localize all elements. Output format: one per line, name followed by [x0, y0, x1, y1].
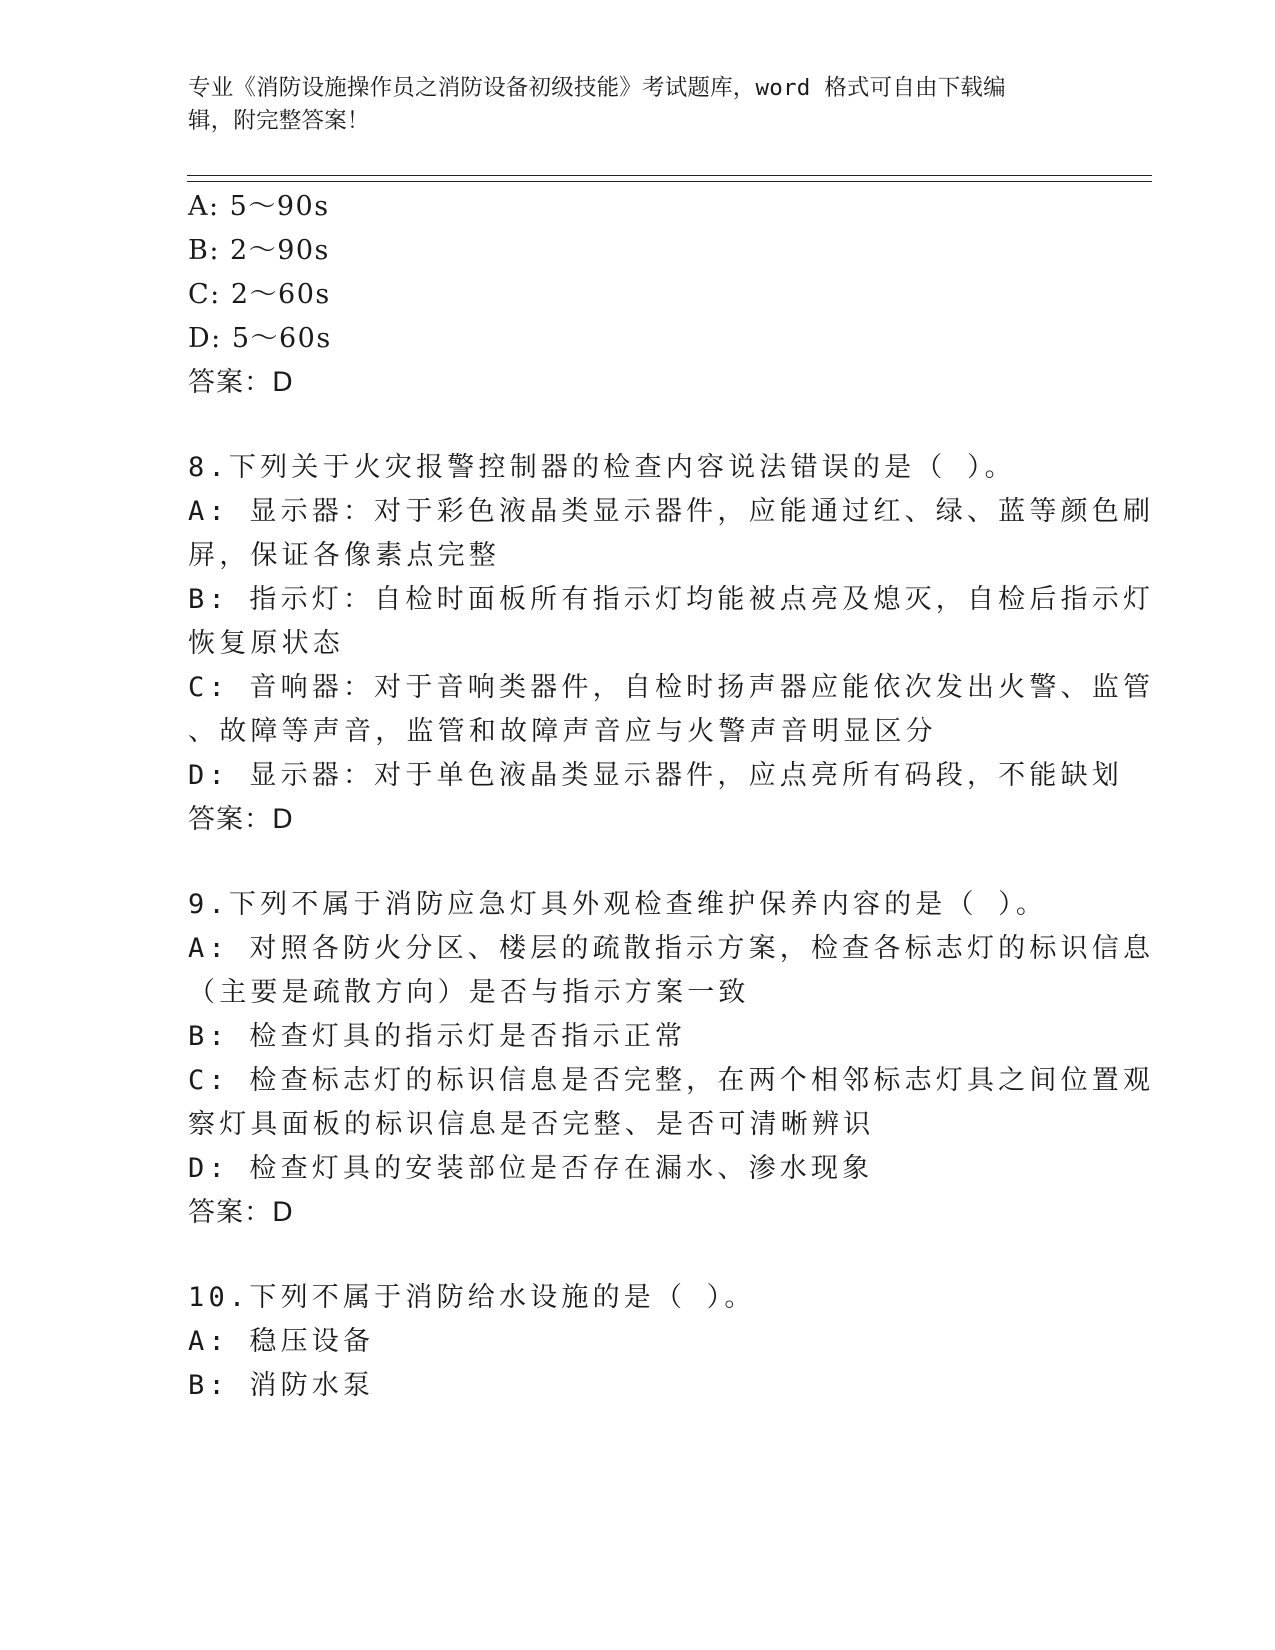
header-divider-top	[187, 175, 1152, 176]
q9-option-c-line2: 察灯具面板的标识信息是否完整、是否可清晰辨识	[188, 1109, 875, 1140]
q8-option-c-line1: C: 音响器：对于音响类器件，自检时扬声器应能依次发出火警、监管	[188, 672, 1155, 703]
header-divider-bottom	[187, 181, 1152, 182]
q7-option-d: D: 5～60s	[188, 323, 332, 354]
q9-option-c-line1: C: 检查标志灯的标识信息是否完整，在两个相邻标志灯具之间位置观	[188, 1065, 1155, 1096]
q10-option-a: A: 稳压设备	[188, 1326, 375, 1357]
document-header	[188, 72, 1068, 138]
q9-question: 9.下列不属于消防应急灯具外观检查维护保养内容的是（ ）。	[188, 889, 1048, 920]
q7-option-c: C: 2～60s	[188, 279, 331, 310]
q8-option-a-line2: 屏，保证各像素点完整	[188, 540, 500, 571]
q10-option-b: B: 消防水泵	[188, 1370, 375, 1401]
q7-option-a: A: 5～90s	[188, 191, 330, 222]
q8-option-c-line2: 、故障等声音，监管和故障声音应与火警声音明显区分	[188, 716, 937, 747]
q7-answer: 答案：D	[188, 367, 294, 398]
q9-option-b: B: 检查灯具的指示灯是否指示正常	[188, 1021, 687, 1052]
header-line-2: 辑，附完整答案！	[188, 108, 370, 134]
q8-answer: 答案：D	[188, 804, 294, 835]
q8-question: 8.下列关于火灾报警控制器的检查内容说法错误的是（ ）。	[188, 452, 1016, 483]
q9-option-d: D: 检查灯具的安装部位是否存在漏水、渗水现象	[188, 1153, 874, 1184]
q8-option-b-line1: B: 指示灯：自检时面板所有指示灯均能被点亮及熄灭，自检后指示灯	[188, 584, 1155, 615]
q7-option-b: B: 2～90s	[188, 235, 330, 266]
q10-question: 10.下列不属于消防给水设施的是（ ）。	[188, 1282, 756, 1313]
q8-option-b-line2: 恢复原状态	[188, 628, 344, 659]
q8-option-d: D: 显示器：对于单色液晶类显示器件，应点亮所有码段，不能缺划	[188, 760, 1123, 791]
q9-answer: 答案：D	[188, 1197, 294, 1228]
q9-option-a-line1: A: 对照各防火分区、楼层的疏散指示方案，检查各标志灯的标识信息	[188, 933, 1155, 964]
q8-option-a-line1: A: 显示器：对于彩色液晶类显示器件，应能通过红、绿、蓝等颜色刷	[188, 496, 1155, 527]
header-line-1: 专业《消防设施操作员之消防设备初级技能》考试题库，word 格式可自由下载编	[188, 75, 1006, 101]
q9-option-a-line2: （主要是疏散方向）是否与指示方案一致	[188, 977, 750, 1008]
